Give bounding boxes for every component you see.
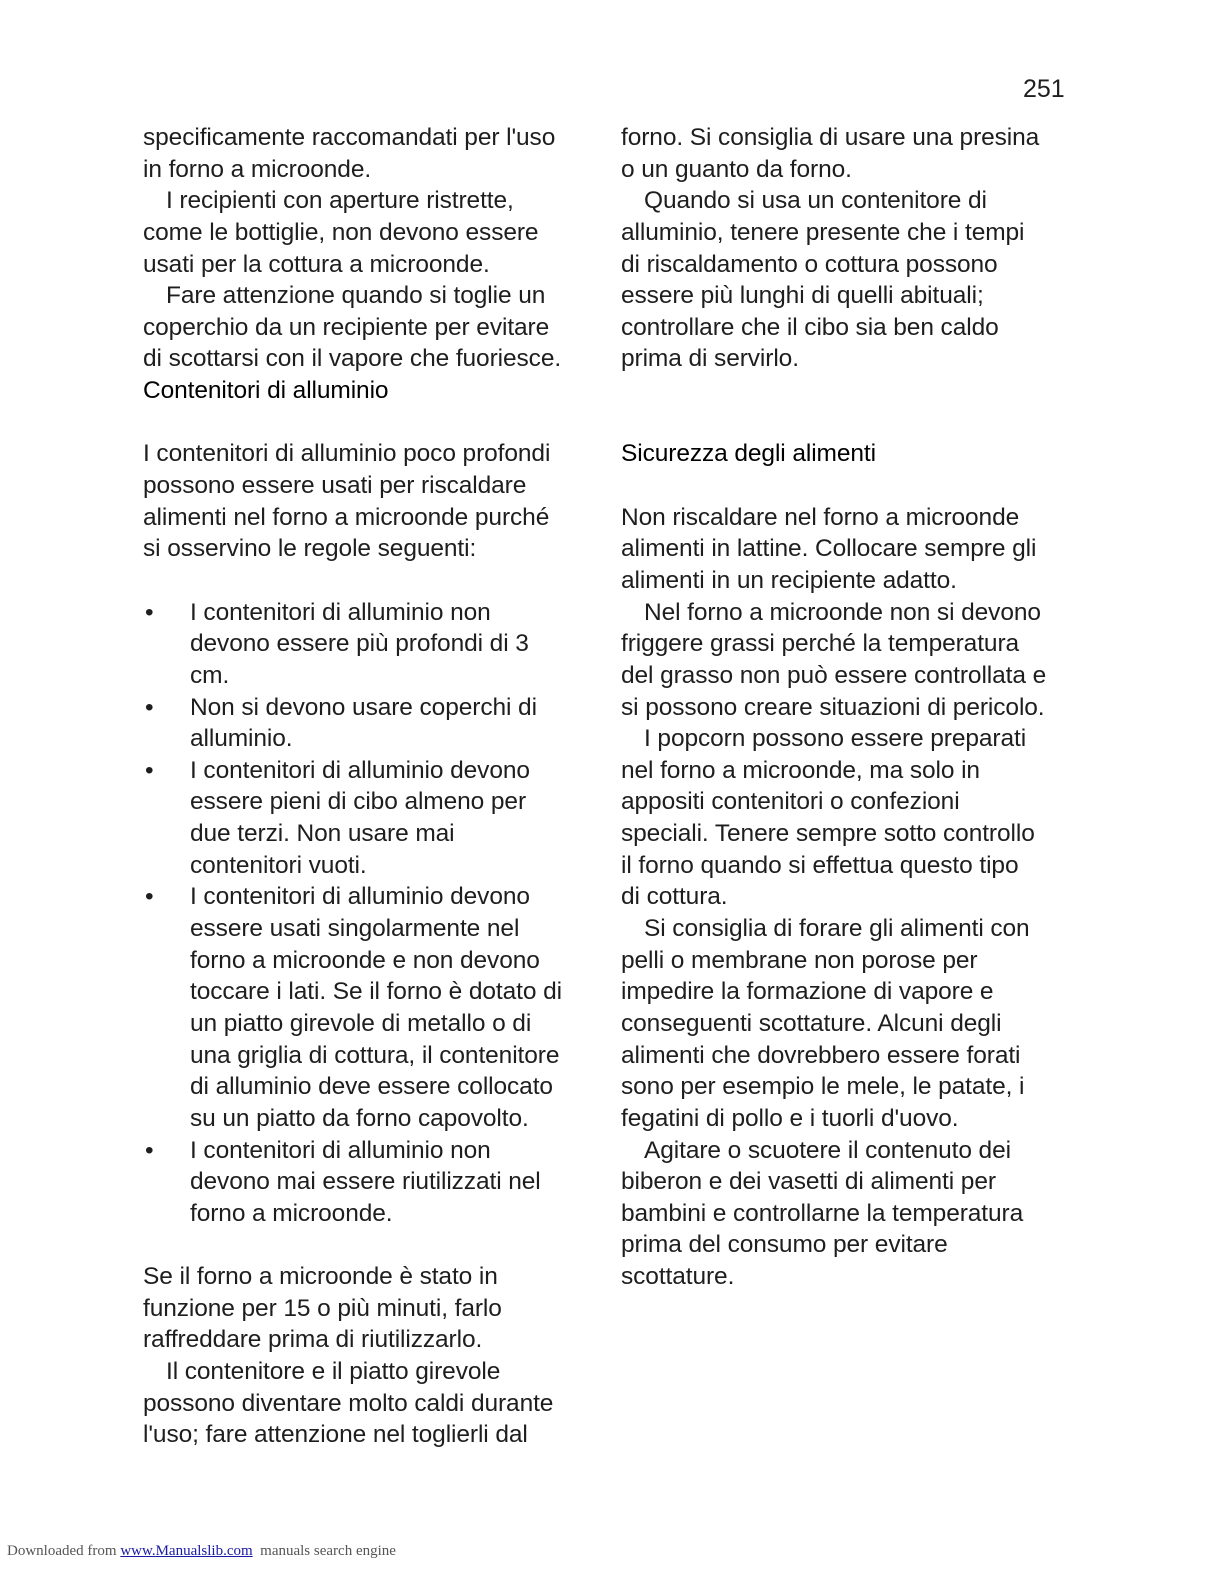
text-line [143, 913, 562, 945]
text-line [621, 1198, 1046, 1230]
text-line [621, 945, 1046, 977]
text-line [143, 502, 562, 534]
line-text: del grasso non può essere controllata e [621, 661, 1047, 689]
line-text: Il contenitore e il piatto girevole [166, 1357, 501, 1385]
text-line [621, 1166, 1046, 1198]
bullet-item [143, 1135, 562, 1167]
text-line [621, 786, 1046, 818]
bullet-item [143, 597, 562, 629]
blank-line [143, 1229, 562, 1261]
blank-line [621, 407, 1046, 439]
text-line [143, 1324, 562, 1356]
line-text: forno. Si consiglia di usare una presina [621, 124, 1040, 151]
text-line [143, 343, 562, 375]
footer [7, 1543, 396, 1560]
line-text: Non si devono usare coperchi di [190, 693, 537, 721]
bullet-item [143, 755, 562, 787]
line-text: I recipienti con aperture ristrette, [166, 187, 514, 215]
line-text: conseguenti scottature. Alcuni degli [621, 1009, 1002, 1037]
line-text: specificamente raccomandati per l'uso [143, 124, 556, 151]
line-text: devono essere più profondi di 3 [190, 630, 529, 658]
text-line [621, 723, 1046, 755]
line-text: di alluminio deve essere collocato [190, 1073, 553, 1101]
text-line [143, 1008, 562, 1040]
line-text: Contenitori di alluminio [143, 377, 389, 405]
bullet-icon: • [145, 756, 154, 784]
line-text: impedire la formazione di vapore e [621, 978, 994, 1006]
line-text: una griglia di cottura, il contenitore [190, 1041, 560, 1069]
text-line [621, 343, 1046, 375]
text-line [143, 786, 562, 818]
text-line [143, 154, 562, 186]
text-line [143, 976, 562, 1008]
text-line [143, 1419, 562, 1451]
line-text: alimenti nel forno a microonde purché [143, 503, 550, 531]
text-line [621, 692, 1046, 724]
text-line [621, 312, 1046, 344]
line-text: sono per esempio le mele, le patate, i [621, 1073, 1025, 1101]
line-text: forno a microonde. [190, 1199, 393, 1227]
text-line [143, 438, 562, 470]
line-text: I contenitori di alluminio non [190, 1136, 491, 1164]
text-line [143, 628, 562, 660]
line-text: biberon e dei vasetti di alimenti per [621, 1168, 996, 1196]
line-text: controllare che il cibo sia ben caldo [621, 313, 999, 341]
line-text: raffreddare prima di riutilizzarlo. [143, 1326, 483, 1354]
line-text: I contenitori di alluminio devono [190, 883, 530, 911]
bullet-icon: • [145, 883, 154, 911]
line-text: I contenitori di alluminio poco profondi [143, 440, 551, 468]
line-text: un piatto girevole di metallo o di [190, 1009, 532, 1037]
text-line [621, 1261, 1046, 1293]
line-text: di cottura. [621, 883, 728, 911]
manualslib-link[interactable]: www.Manualslib.com [120, 1543, 253, 1559]
line-text: alluminio. [190, 725, 293, 753]
line-text: pelli o membrane non porose per [621, 946, 978, 974]
text-line [143, 723, 562, 755]
line-text: su un piatto da forno capovolto. [190, 1104, 529, 1132]
line-text: Agitare o scuotere il contenuto dei [644, 1136, 1011, 1164]
text-line [621, 1229, 1046, 1261]
line-text: essere più lunghi di quelli abituali; [621, 282, 984, 310]
text-line [143, 185, 562, 217]
line-text: contenitori vuoti. [190, 851, 367, 879]
left-column [143, 122, 562, 1451]
text-line [143, 122, 562, 154]
footer-suffix: manuals search engine [252, 1543, 396, 1559]
line-text: si possono creare situazioni di pericolo. [621, 693, 1045, 721]
line-text: Se il forno a microonde è stato in [143, 1263, 498, 1291]
line-text: essere pieni di cibo almeno per [190, 788, 527, 816]
text-line [143, 470, 562, 502]
line-text: I contenitori di alluminio devono [190, 756, 530, 784]
text-line [143, 1071, 562, 1103]
text-line [621, 565, 1046, 597]
line-text: appositi contenitori o confezioni [621, 788, 960, 816]
line-text: l'uso; fare attenzione nel toglierli dal [143, 1421, 528, 1449]
line-text: di scottarsi con il vapore che fuoriesce. [143, 345, 562, 373]
text-line [621, 850, 1046, 882]
line-text: possono essere usati per riscaldare [143, 472, 527, 500]
line-text: funzione per 15 o più minuti, farlo [143, 1294, 502, 1322]
line-text: speciali. Tenere sempre sotto controllo [621, 820, 1035, 848]
line-text: alimenti in un recipiente adatto. [621, 566, 957, 594]
text-line [621, 122, 1046, 154]
blank-line [621, 470, 1046, 502]
line-text: forno a microonde e non devono [190, 946, 540, 974]
line-text: cm. [190, 661, 230, 689]
line-text: prima del consumo per evitare [621, 1231, 948, 1259]
line-text: friggere grassi perché la temperatura [621, 630, 1020, 658]
text-line [621, 502, 1046, 534]
section-heading [621, 438, 1046, 470]
text-line [621, 217, 1046, 249]
line-text: Si consiglia di forare gli alimenti con [644, 915, 1030, 943]
text-line [143, 1198, 562, 1230]
line-text: Nel forno a microonde non si devono [644, 598, 1041, 626]
line-text: Sicurezza degli alimenti [621, 440, 876, 468]
text-line [143, 1356, 562, 1388]
line-text: il forno quando si effettua questo tipo [621, 851, 1019, 879]
text-line [143, 312, 562, 344]
line-text: essere usati singolarmente nel [190, 915, 520, 943]
text-line [621, 913, 1046, 945]
text-line [621, 280, 1046, 312]
line-text: di riscaldamento o cottura possono [621, 250, 998, 278]
right-column [621, 122, 1046, 1293]
bullet-item [143, 881, 562, 913]
text-line [621, 1008, 1046, 1040]
text-line [143, 1388, 562, 1420]
line-text: o un guanto da forno. [621, 155, 852, 183]
text-line [621, 154, 1046, 186]
text-line [621, 1103, 1046, 1135]
text-line [621, 185, 1046, 217]
line-text: in forno a microonde. [143, 155, 372, 183]
line-text: nel forno a microonde, ma solo in [621, 756, 980, 784]
text-line [621, 628, 1046, 660]
text-line [621, 1071, 1046, 1103]
text-line [143, 818, 562, 850]
bullet-icon: • [145, 1136, 154, 1164]
bullet-icon: • [145, 693, 154, 721]
line-text: possono diventare molto caldi durante [143, 1389, 554, 1417]
blank-line [621, 375, 1046, 407]
line-text: I contenitori di alluminio non [190, 598, 491, 626]
text-line [143, 249, 562, 281]
text-line [143, 660, 562, 692]
text-line [621, 660, 1046, 692]
text-line [621, 818, 1046, 850]
line-text: come le bottiglie, non devono essere [143, 218, 539, 246]
text-line [143, 1103, 562, 1135]
page-number: 251 [1023, 75, 1065, 103]
line-text: alimenti in lattine. Collocare sempre gli [621, 535, 1037, 563]
text-line [143, 280, 562, 312]
text-line [143, 1040, 562, 1072]
line-text: scottature. [621, 1263, 735, 1291]
footer-prefix: Downloaded from [7, 1543, 121, 1559]
bullet-icon: • [145, 598, 154, 626]
line-text: fegatini di pollo e i tuorli d'uovo. [621, 1104, 959, 1132]
blank-line [143, 407, 562, 439]
line-text: I popcorn possono essere preparati [644, 725, 1027, 753]
line-text: due terzi. Non usare mai [190, 820, 455, 848]
line-text: Fare attenzione quando si toglie un [166, 282, 546, 310]
line-text: alimenti che dovrebbero essere forati [621, 1041, 1021, 1069]
text-line [143, 945, 562, 977]
text-line [621, 1135, 1046, 1167]
line-text: devono mai essere riutilizzati nel [190, 1168, 541, 1196]
text-line [621, 533, 1046, 565]
text-line [621, 755, 1046, 787]
text-line [621, 1040, 1046, 1072]
text-line [621, 597, 1046, 629]
line-text: prima di servirlo. [621, 345, 799, 373]
section-heading [143, 375, 562, 407]
text-line [143, 1261, 562, 1293]
line-text: Non riscaldare nel forno a microonde [621, 503, 1020, 531]
line-text: si osservino le regole seguenti: [143, 535, 477, 563]
line-text: usati per la cottura a microonde. [143, 250, 490, 278]
text-line [143, 850, 562, 882]
text-line [621, 249, 1046, 281]
text-line [621, 881, 1046, 913]
line-text: toccare i lati. Se il forno è dotato di [190, 978, 562, 1006]
text-line [143, 217, 562, 249]
line-text: alluminio, tenere presente che i tempi [621, 218, 1025, 246]
text-line [143, 1293, 562, 1325]
line-text: bambini e controllarne la temperatura [621, 1199, 1024, 1227]
bullet-item [143, 692, 562, 724]
text-line [143, 1166, 562, 1198]
line-text: Quando si usa un contenitore di [644, 187, 987, 215]
text-line [143, 533, 562, 565]
text-line [621, 976, 1046, 1008]
blank-line [143, 565, 562, 597]
line-text: coperchio da un recipiente per evitare [143, 313, 550, 341]
